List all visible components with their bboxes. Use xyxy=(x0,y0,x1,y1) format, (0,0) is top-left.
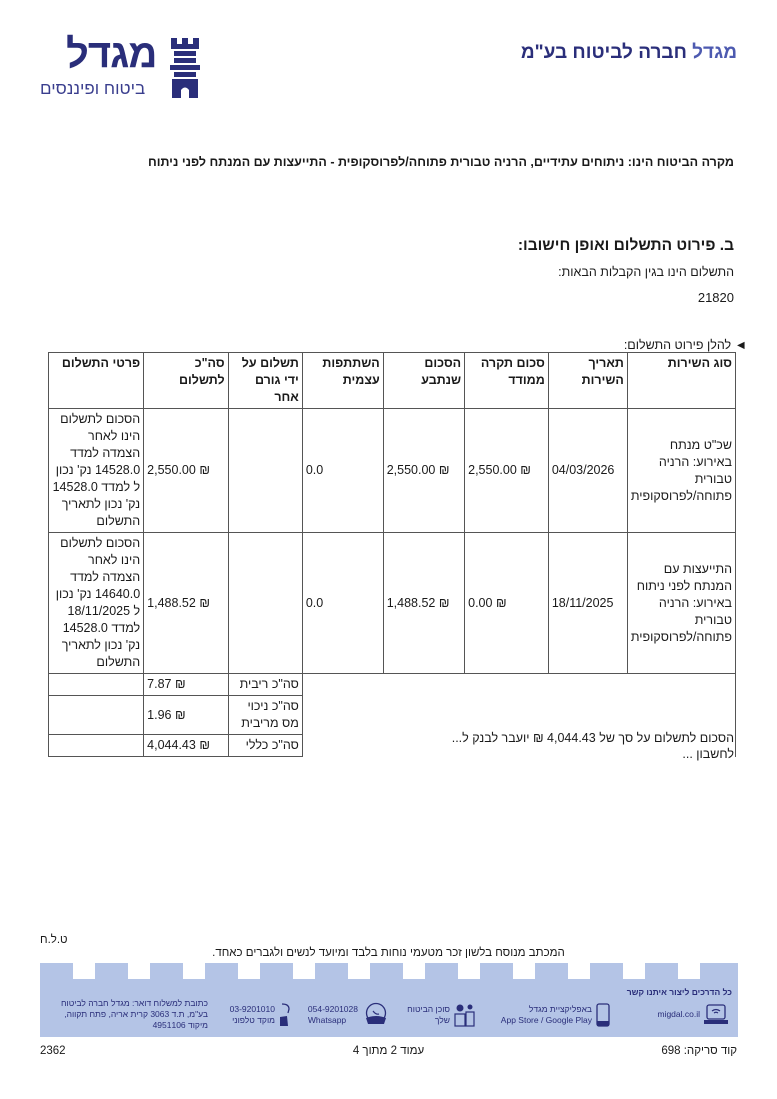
app-stores: App Store / Google Play xyxy=(500,1015,592,1025)
laptop-wifi-icon xyxy=(704,1003,728,1025)
header-service-type: סוג השירות xyxy=(627,353,735,409)
cell-other-payer xyxy=(228,409,302,533)
whatsapp-icon xyxy=(364,1002,388,1026)
mailing-address xyxy=(61,998,208,1031)
header-claimed-amount: הסכום שנתבע xyxy=(383,353,464,409)
summary-value: ₪ 1.96 xyxy=(144,696,228,735)
header-other-payer: תשלום על ידי גורם אחר xyxy=(228,353,302,409)
cell-indexed-cap: ₪ 0.00 xyxy=(465,533,549,674)
whatsapp-label: Whatsapp xyxy=(307,1015,347,1025)
cell-service-type: התייעצות עם המנתח לפני ניתוח באירוע: הרניה טבורית פתוחה/לפרוסקופית xyxy=(627,533,735,674)
header-service-date: תאריך השירות xyxy=(548,353,627,409)
logo-wordmark: מגדל xyxy=(66,32,157,76)
document-id: 2362 xyxy=(40,1045,66,1057)
tower-icon xyxy=(168,38,202,98)
cell-claimed-amount: ₪ 2,550.00 xyxy=(383,409,464,533)
receipts-label: התשלום הינו בגין הקבלות הבאות: xyxy=(558,265,734,279)
phone-contact xyxy=(230,1004,275,1026)
company-brand: מגדל xyxy=(692,42,737,63)
insurance-event-text: מקרה הביטוח הינו: ניתוחים עתידיים, הרניה טבורית פתוחה/לפרוסקופית - התייעצות עם המנתח לפני ניתוח xyxy=(147,155,734,169)
payment-table xyxy=(48,352,736,757)
gender-note: המכתב מנוסח בלשון זכר מטעמי נוחות בלבד ומיועד לנשים ולגברים כאחד. xyxy=(212,947,565,959)
cell-other-payer xyxy=(228,533,302,674)
summary-label: סה"כ כללי xyxy=(228,735,302,757)
summary-label: סה"כ ניכוי מס מריבית xyxy=(228,696,302,735)
whatsapp-number[interactable]: 054-9201028 xyxy=(307,1004,358,1014)
summary-row-interest xyxy=(49,674,736,696)
summary-value: ₪ 7.87 xyxy=(144,674,228,696)
closing-sentence-line2: לחשבון ... xyxy=(682,747,734,761)
section-title: ב. פירוט התשלום ואופן חישובו: xyxy=(517,237,734,254)
insurance-agent-icon xyxy=(454,1003,476,1027)
cell-total-payment: ₪ 2,550.00 xyxy=(144,409,228,533)
cell-service-date: 04/03/2026 xyxy=(548,409,627,533)
agent-label xyxy=(407,1004,450,1026)
whatsapp-contact xyxy=(308,1004,358,1026)
cell-deductible: 0.0 xyxy=(302,533,383,674)
agent-line1: סוכן הביטוח xyxy=(407,1004,450,1014)
table-header-row xyxy=(49,353,736,409)
agent-line2: שלך xyxy=(434,1015,450,1025)
phone-number[interactable]: 03-9201010 xyxy=(229,1004,275,1014)
cell-deductible: 0.0 xyxy=(302,409,383,533)
logo-subtitle: ביטוח ופיננסים xyxy=(40,79,146,98)
phone-icon xyxy=(279,1003,291,1027)
battlement-decoration xyxy=(40,963,738,979)
contact-banner xyxy=(40,963,738,1037)
summary-empty xyxy=(49,674,144,696)
table-row xyxy=(49,409,736,533)
cell-payment-details: הסכום לתשלום הינו לאחר הצמדה למדד 14528.0 נק' נכון ל למדד 14528.0 נק' נכון לתאריך התשלום xyxy=(49,409,144,533)
cell-service-type: שכ"ט מנתח באירוע: הרניה טבורית פתוחה/לפרוסקופית xyxy=(627,409,735,533)
cell-payment-details: הסכום לתשלום הינו לאחר הצמדה למדד 14640.0 נק' נכון ל 18/11/2025 למדד 14528.0 נק' נכון לתאריך התשלום xyxy=(49,533,144,674)
cell-claimed-amount: ₪ 1,488.52 xyxy=(383,533,464,674)
cell-service-date: 18/11/2025 xyxy=(548,533,627,674)
cell-total-payment: ₪ 1,488.52 xyxy=(144,533,228,674)
summary-label: סה"כ ריבית xyxy=(228,674,302,696)
summary-value: ₪ 4,044.43 xyxy=(144,735,228,757)
page-number: עמוד 2 מתוך 4 xyxy=(352,1045,425,1057)
company-title xyxy=(521,42,737,64)
banner-heading: כל הדרכים ליצור איתנו קשר xyxy=(626,987,732,997)
continued-mark: ט.ל.ח xyxy=(40,934,68,946)
website-link[interactable]: migdal.co.il xyxy=(657,1009,700,1019)
summary-empty xyxy=(49,696,144,735)
scan-code: קוד סריקה: 698 xyxy=(661,1045,737,1057)
header-total-payment: סה"כ לתשלום xyxy=(144,353,228,409)
closing-sentence: הסכום לתשלום על סך של 4,044.43 ₪ יועבר לבנק ל... xyxy=(451,731,734,745)
header-deductible: השתתפות עצמית xyxy=(302,353,383,409)
app-label xyxy=(501,1004,592,1026)
table-row xyxy=(49,533,736,674)
migdal-logo xyxy=(38,32,208,102)
address-line2: בע"מ, ת.ד 3063 קרית אריה, פתח תקווה, xyxy=(64,1009,208,1019)
app-line1: באפליקציית מגדל xyxy=(528,1004,592,1014)
cell-indexed-cap: ₪ 2,550.00 xyxy=(465,409,549,533)
summary-empty xyxy=(49,735,144,757)
payment-details-label: ◄ להלן פירוט התשלום: xyxy=(623,338,747,352)
company-name: חברה לביטוח בע"מ xyxy=(520,42,687,63)
header-payment-details: פרטי התשלום xyxy=(49,353,144,409)
address-line1: כתובת למשלוח דואר: מגדל חברה לביטוח xyxy=(60,998,208,1008)
header-indexed-cap: סכום תקרה ממודד xyxy=(465,353,549,409)
phone-label: מוקד טלפוני xyxy=(232,1015,275,1025)
address-line3: מיקוד 4951106 xyxy=(152,1020,208,1030)
smartphone-icon xyxy=(596,1003,610,1027)
banner-body xyxy=(40,979,738,1037)
receipt-number: 21820 xyxy=(697,290,734,305)
